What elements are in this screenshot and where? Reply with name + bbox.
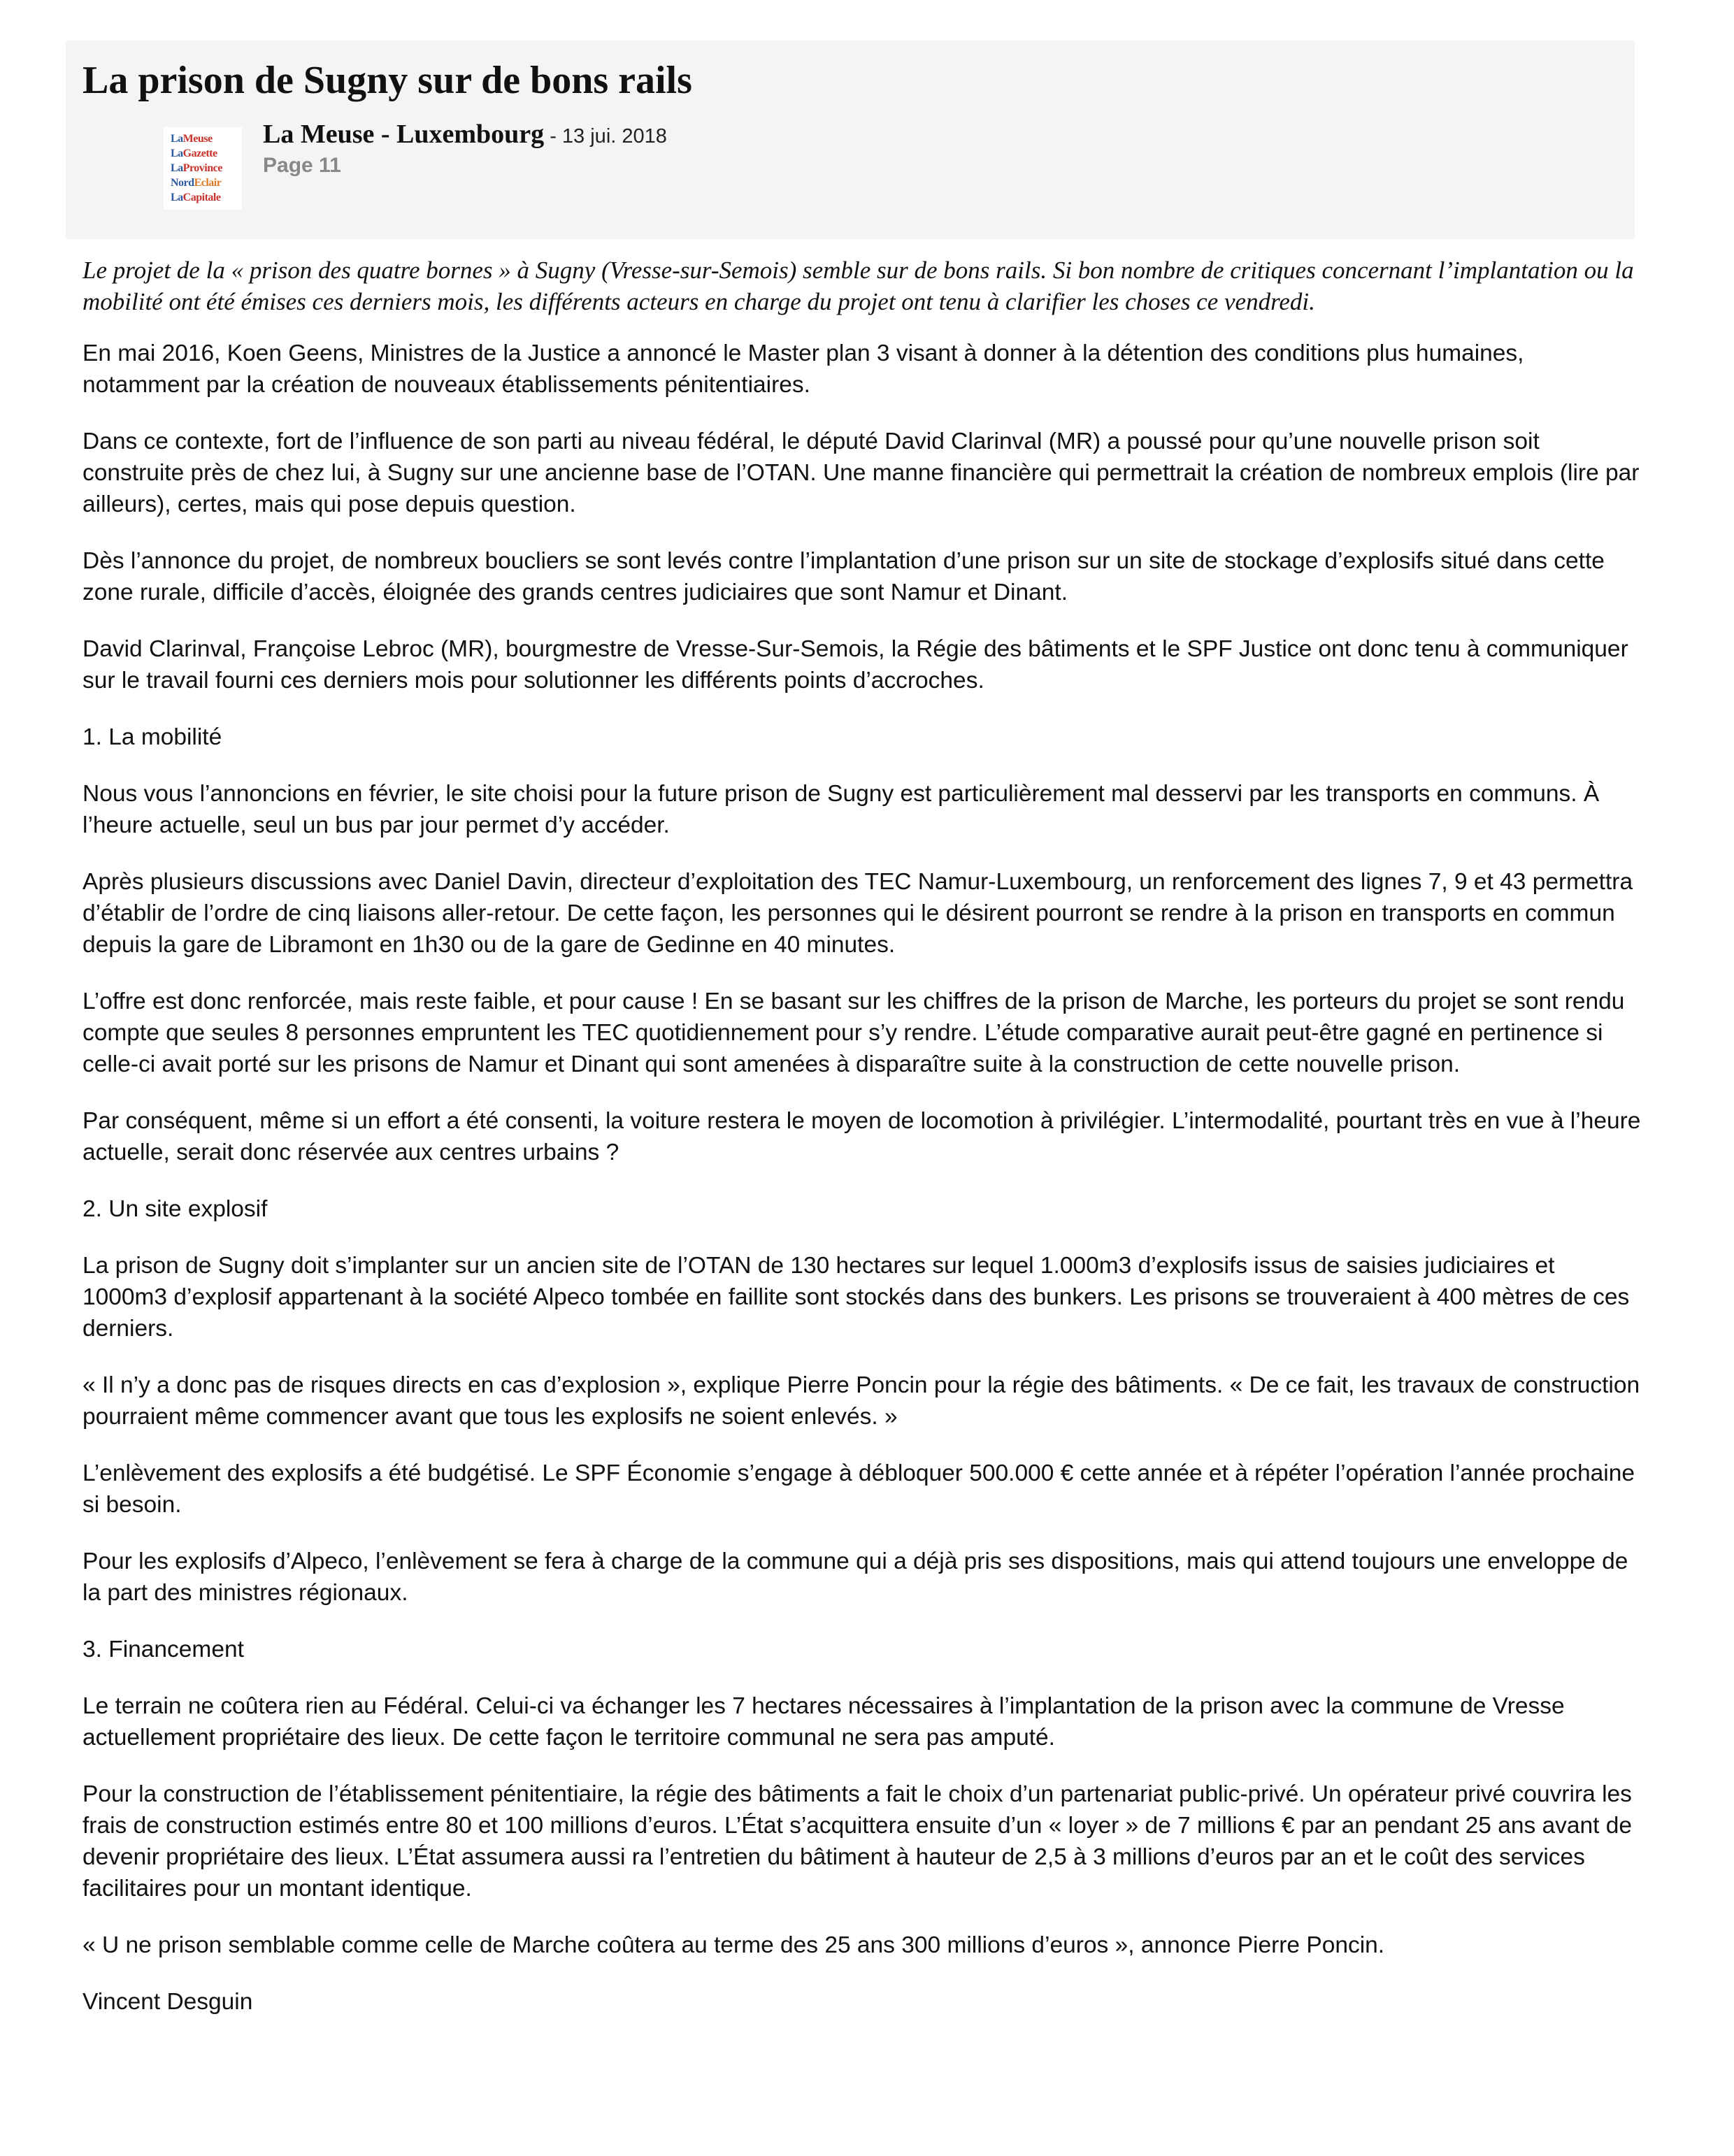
source-line [263, 119, 667, 150]
paragraph: L’enlèvement des explosifs a été budgétisé. Le SPF Économie s’engage à débloquer 500.000 € cette année et à répéter l’opération l’année prochaine si besoin. [83, 1460, 1635, 1518]
paragraph: Nous vous l’annoncions en février, le site choisi pour la future prison de Sugny est particulièrement mal desservi par les transports en communs. À l’heure actuelle, seul un bus par jour permet d’y accéder. [83, 781, 1600, 838]
logo-line-lagazette: LaGazette [171, 148, 217, 159]
paragraph: Par conséquent, même si un effort a été consenti, la voiture restera le moyen de locomotion à privilégier. L’intermodalité, pourtant très en vue à l’heure actuelle, serait donc réservée aux centres urbains ? [83, 1108, 1641, 1165]
paragraph: En mai 2016, Koen Geens, Ministres de la Justice a annoncé le Master plan 3 visant à donner à la détention des conditions plus humaines, notamment par la création de nouveaux établissements pénitentiaires. [83, 340, 1524, 398]
author-signature: Vincent Desguin [83, 1989, 253, 2015]
page-number: Page 11 [263, 154, 341, 177]
paragraph: « U ne prison semblable comme celle de Marche coûtera au terme des 25 ans 300 millions d’euros », annonce Pierre Poncin. [83, 1932, 1385, 1958]
logo-line-lacapitale: LaCapitale [171, 192, 221, 203]
publication-logo [164, 127, 242, 210]
paragraph: La prison de Sugny doit s’implanter sur un ancien site de l’OTAN de 130 hectares sur lequel 1.000m3 d’explosifs issus de saisies judiciaires et 1000m3 d’explosif appartenant à la société Alpeco tombée en faillite sont stockés dans des bunkers. Les prisons se trouveraient à 400 mètres de ces derniers. [83, 1253, 1630, 1342]
article-header [66, 41, 1635, 239]
paragraph: L’offre est donc renforcée, mais reste faible, et pour cause ! En se basant sur les chiffres de la prison de Marche, les porteurs du projet se sont rendu compte que seules 8 personnes empruntent les TEC quotidiennement pour s’y rendre. L’étude comparative aurait peut-être gagné en pertinence si celle-ci avait porté sur les prisons de Namur et Dinant qui sont amenées à disparaître suite à la construction de cette nouvelle prison. [83, 989, 1625, 1077]
logo-line-lameuse: LaMeuse [171, 133, 213, 145]
section-heading-site-explosif: 2. Un site explosif [83, 1196, 268, 1222]
article-title: La prison de Sugny sur de bons rails [83, 59, 692, 102]
source-name: La Meuse - Luxembourg [263, 120, 545, 149]
paragraph: Le terrain ne coûtera rien au Fédéral. Celui-ci va échanger les 7 hectares nécessaires à l’implantation de la prison avec la commune de Vresse actuellement propriétaire des lieux. De cette façon le territoire communal ne sera pas amputé. [83, 1693, 1565, 1751]
paragraph: Après plusieurs discussions avec Daniel Davin, directeur d’exploitation des TEC Namur-Luxembourg, un renforcement des lignes 7, 9 et 43 permettra d’établir de l’ordre de cinq liaisons aller-retour. De cette façon, les personnes qui le désirent pourront se rendre à la prison en transports en commun depuis la gare de Libramont en 1h30 ou de la gare de Gedinne en 40 minutes. [83, 869, 1633, 958]
logo-line-nordeclair: NordEclair [171, 177, 222, 189]
paragraph: David Clarinval, Françoise Lebroc (MR), bourgmestre de Vresse-Sur-Semois, la Régie des bâtiments et le SPF Justice ont donc tenu à communiquer sur le travail fourni ces derniers mois pour solutionner les différents points d’accroches. [83, 636, 1628, 693]
publication-date: - 13 jui. 2018 [544, 125, 667, 148]
section-heading-financement: 3. Financement [83, 1637, 244, 1662]
paragraph: Dès l’annonce du projet, de nombreux boucliers se sont levés contre l’implantation d’une prison sur un site de stockage d’explosifs situé dans cette zone rurale, difficile d’accès, éloignée des grands centres judiciaires que sont Namur et Dinant. [83, 548, 1605, 605]
paragraph: Pour les explosifs d’Alpeco, l’enlèvement se fera à charge de la commune qui a déjà pris ses dispositions, mais qui attend toujours une enveloppe de la part des ministres régionaux. [83, 1548, 1628, 1606]
paragraph: « Il n’y a donc pas de risques directs en cas d’explosion », explique Pierre Poncin pour la régie des bâtiments. « De ce fait, les travaux de construction pourraient même commencer avant que tous les explosifs ne soient enlevés. » [83, 1372, 1640, 1430]
article-lead: Le projet de la « prison des quatre bornes » à Sugny (Vresse-sur-Semois) semble sur de bons rails. Si bon nombre de critiques concernant l’implantation ou la mobilité ont été émises ces derniers mois, les différents acteurs en charge du projet ont tenu à clarifier les choses ce vendredi. [83, 257, 1634, 315]
paragraph: Dans ce contexte, fort de l’influence de son parti au niveau fédéral, le député David Clarinval (MR) a poussé pour qu’une nouvelle prison soit construite près de chez lui, à Sugny sur une ancienne base de l’OTAN. Une manne financière qui permettrait la création de nombreux emplois (lire par ailleurs), certes, mais qui pose depuis question. [83, 429, 1640, 517]
logo-line-laprovince: LaProvince [171, 162, 222, 174]
paragraph: Pour la construction de l’établissement pénitentiaire, la régie des bâtiments a fait le choix d’un partenariat public-privé. Un opérateur privé couvrira les frais de construction estimés entre 80 et 100 millions d’euros. L’État s’acquittera ensuite d’un « loyer » de 7 millions € par an pendant 25 ans avant de devenir propriétaire des lieux. L’État assumera aussi ra l’entretien du bâtiment à hauteur de 2,5 à 3 millions d’euros par an et le coût des services facilitaires pour un montant identique. [83, 1781, 1633, 1902]
article-body [83, 254, 1642, 2043]
section-heading-mobilite: 1. La mobilité [83, 724, 222, 750]
